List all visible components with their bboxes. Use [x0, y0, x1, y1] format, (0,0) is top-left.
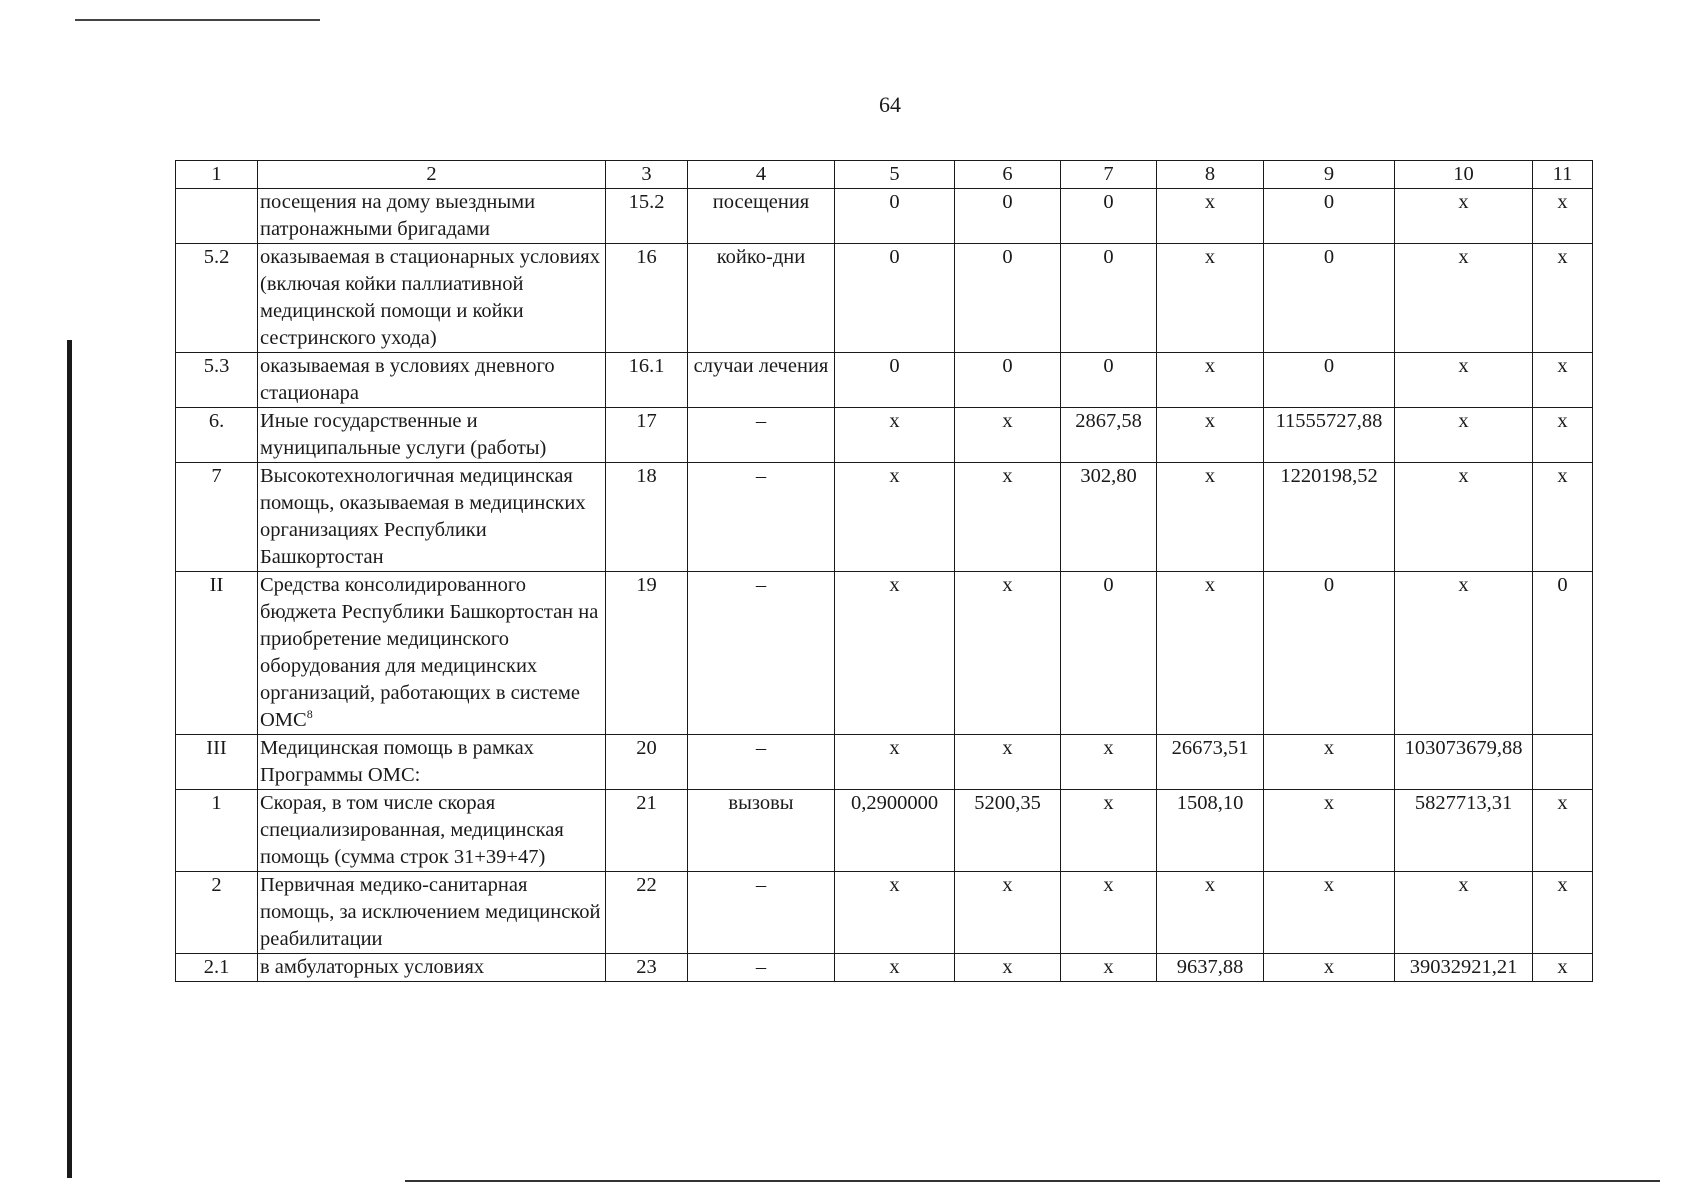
- col5-cell: 0,2900000: [835, 790, 955, 872]
- col6-cell: x: [955, 872, 1061, 954]
- unit-cell: случаи лечения: [688, 353, 835, 408]
- col5-cell: x: [835, 463, 955, 572]
- row-number-cell: 6.: [176, 408, 258, 463]
- column-number: 5: [835, 161, 955, 189]
- col7-cell: 0: [1061, 244, 1157, 353]
- bottom-rule: [405, 1180, 1660, 1182]
- col11-cell: x: [1533, 244, 1593, 353]
- row-name-text: в амбулаторных условиях: [260, 956, 485, 978]
- row-number-cell: 5.2: [176, 244, 258, 353]
- col10-cell: x: [1395, 189, 1533, 244]
- column-number-row: [176, 161, 1593, 189]
- col6-cell: 5200,35: [955, 790, 1061, 872]
- col9-cell: 1220198,52: [1264, 463, 1395, 572]
- column-number: 1: [176, 161, 258, 189]
- table-row: [176, 463, 1593, 572]
- row-name-cell: [258, 954, 606, 982]
- col10-cell: x: [1395, 353, 1533, 408]
- left-binding-bar: [67, 340, 72, 1178]
- row-name-cell: [258, 790, 606, 872]
- col10-cell: x: [1395, 463, 1533, 572]
- unit-cell: койко-дни: [688, 244, 835, 353]
- col9-cell: x: [1264, 735, 1395, 790]
- row-name-text: Первичная медико-санитарная помощь, за исключением медицинской реабилитации: [260, 874, 601, 950]
- row-number-cell: 7: [176, 463, 258, 572]
- row-name-text: Средства консолидированного бюджета Республики Башкортостан на приобретение медицинского оборудования для медицинских организаций, работающих в системе ОМС: [260, 574, 599, 731]
- col7-cell: 0: [1061, 353, 1157, 408]
- unit-cell: вызовы: [688, 790, 835, 872]
- col6-cell: x: [955, 572, 1061, 735]
- row-name-cell: [258, 735, 606, 790]
- row-number-cell: 2: [176, 872, 258, 954]
- col10-cell: 103073679,88: [1395, 735, 1533, 790]
- col8-cell: x: [1157, 244, 1264, 353]
- row-name-cell: [258, 872, 606, 954]
- row-number-cell: III: [176, 735, 258, 790]
- col6-cell: x: [955, 463, 1061, 572]
- table-row: [176, 408, 1593, 463]
- col9-cell: 0: [1264, 244, 1395, 353]
- footnote-marker: 8: [306, 707, 313, 722]
- unit-cell: –: [688, 408, 835, 463]
- col7-cell: x: [1061, 790, 1157, 872]
- column-number: 4: [688, 161, 835, 189]
- table-row: [176, 572, 1593, 735]
- col11-cell: [1533, 735, 1593, 790]
- col9-cell: 0: [1264, 189, 1395, 244]
- table-row: [176, 735, 1593, 790]
- col5-cell: x: [835, 408, 955, 463]
- row-name-text: оказываемая в условиях дневного стационара: [260, 355, 555, 404]
- row-name-cell: [258, 408, 606, 463]
- col5-cell: x: [835, 735, 955, 790]
- col6-cell: 0: [955, 189, 1061, 244]
- column-number: 9: [1264, 161, 1395, 189]
- col5-cell: 0: [835, 353, 955, 408]
- col11-cell: x: [1533, 353, 1593, 408]
- top-rule: [75, 19, 320, 21]
- col7-cell: 302,80: [1061, 463, 1157, 572]
- row-number-cell: II: [176, 572, 258, 735]
- line-code-cell: 21: [606, 790, 688, 872]
- col8-cell: x: [1157, 408, 1264, 463]
- row-name-cell: [258, 189, 606, 244]
- row-name-cell: [258, 572, 606, 735]
- unit-cell: –: [688, 954, 835, 982]
- col9-cell: x: [1264, 790, 1395, 872]
- line-code-cell: 17: [606, 408, 688, 463]
- row-name-cell: [258, 244, 606, 353]
- col8-cell: x: [1157, 353, 1264, 408]
- col10-cell: x: [1395, 872, 1533, 954]
- table-body: [176, 161, 1593, 982]
- col11-cell: 0: [1533, 572, 1593, 735]
- col7-cell: 0: [1061, 189, 1157, 244]
- col9-cell: x: [1264, 872, 1395, 954]
- col11-cell: x: [1533, 408, 1593, 463]
- line-code-cell: 18: [606, 463, 688, 572]
- col8-cell: x: [1157, 572, 1264, 735]
- col10-cell: x: [1395, 244, 1533, 353]
- line-code-cell: 16.1: [606, 353, 688, 408]
- row-number-cell: [176, 189, 258, 244]
- column-number: 10: [1395, 161, 1533, 189]
- col10-cell: 5827713,31: [1395, 790, 1533, 872]
- col10-cell: x: [1395, 408, 1533, 463]
- col8-cell: 26673,51: [1157, 735, 1264, 790]
- column-number: 6: [955, 161, 1061, 189]
- row-name-text: Медицинская помощь в рамках Программы ОМС:: [260, 737, 534, 786]
- col8-cell: x: [1157, 189, 1264, 244]
- line-code-cell: 15.2: [606, 189, 688, 244]
- row-name-text: Скорая, в том числе скорая специализированная, медицинская помощь (сумма строк 31+39+47): [260, 792, 564, 868]
- line-code-cell: 20: [606, 735, 688, 790]
- col9-cell: 11555727,88: [1264, 408, 1395, 463]
- col11-cell: x: [1533, 463, 1593, 572]
- col7-cell: 0: [1061, 572, 1157, 735]
- col11-cell: x: [1533, 872, 1593, 954]
- table-row: [176, 244, 1593, 353]
- line-code-cell: 22: [606, 872, 688, 954]
- row-name-text: Высокотехнологичная медицинская помощь, оказываемая в медицинских организациях Республики Башкортостан: [260, 465, 586, 568]
- col6-cell: x: [955, 735, 1061, 790]
- col7-cell: x: [1061, 954, 1157, 982]
- col6-cell: 0: [955, 353, 1061, 408]
- col11-cell: x: [1533, 790, 1593, 872]
- column-number: 3: [606, 161, 688, 189]
- col5-cell: x: [835, 572, 955, 735]
- col9-cell: 0: [1264, 572, 1395, 735]
- table-row: [176, 954, 1593, 982]
- row-number-cell: 1: [176, 790, 258, 872]
- column-number: 8: [1157, 161, 1264, 189]
- col9-cell: x: [1264, 954, 1395, 982]
- col7-cell: x: [1061, 735, 1157, 790]
- col7-cell: 2867,58: [1061, 408, 1157, 463]
- col8-cell: 1508,10: [1157, 790, 1264, 872]
- unit-cell: –: [688, 463, 835, 572]
- col7-cell: x: [1061, 872, 1157, 954]
- col5-cell: 0: [835, 244, 955, 353]
- column-number: 2: [258, 161, 606, 189]
- col10-cell: 39032921,21: [1395, 954, 1533, 982]
- unit-cell: –: [688, 572, 835, 735]
- line-code-cell: 16: [606, 244, 688, 353]
- data-table: [175, 160, 1593, 982]
- col9-cell: 0: [1264, 353, 1395, 408]
- row-name-text: Иные государственные и муниципальные услуги (работы): [260, 410, 547, 459]
- table-row: [176, 790, 1593, 872]
- col8-cell: x: [1157, 872, 1264, 954]
- table-row: [176, 353, 1593, 408]
- table-row: [176, 189, 1593, 244]
- row-name-text: посещения на дому выездными патронажными бригадами: [260, 191, 536, 240]
- row-number-cell: 2.1: [176, 954, 258, 982]
- col8-cell: x: [1157, 463, 1264, 572]
- col5-cell: x: [835, 872, 955, 954]
- col8-cell: 9637,88: [1157, 954, 1264, 982]
- column-number: 11: [1533, 161, 1593, 189]
- row-name-cell: [258, 353, 606, 408]
- row-number-cell: 5.3: [176, 353, 258, 408]
- col10-cell: x: [1395, 572, 1533, 735]
- col5-cell: x: [835, 954, 955, 982]
- unit-cell: –: [688, 872, 835, 954]
- col5-cell: 0: [835, 189, 955, 244]
- line-code-cell: 23: [606, 954, 688, 982]
- page-number: 64: [879, 92, 901, 117]
- unit-cell: –: [688, 735, 835, 790]
- table-row: [176, 872, 1593, 954]
- row-name-cell: [258, 463, 606, 572]
- col6-cell: x: [955, 408, 1061, 463]
- col6-cell: x: [955, 954, 1061, 982]
- col11-cell: x: [1533, 189, 1593, 244]
- unit-cell: посещения: [688, 189, 835, 244]
- col11-cell: x: [1533, 954, 1593, 982]
- line-code-cell: 19: [606, 572, 688, 735]
- column-number: 7: [1061, 161, 1157, 189]
- col6-cell: 0: [955, 244, 1061, 353]
- row-name-text: оказываемая в стационарных условиях (включая койки паллиативной медицинской помощи и койки сестринского ухода): [260, 246, 600, 349]
